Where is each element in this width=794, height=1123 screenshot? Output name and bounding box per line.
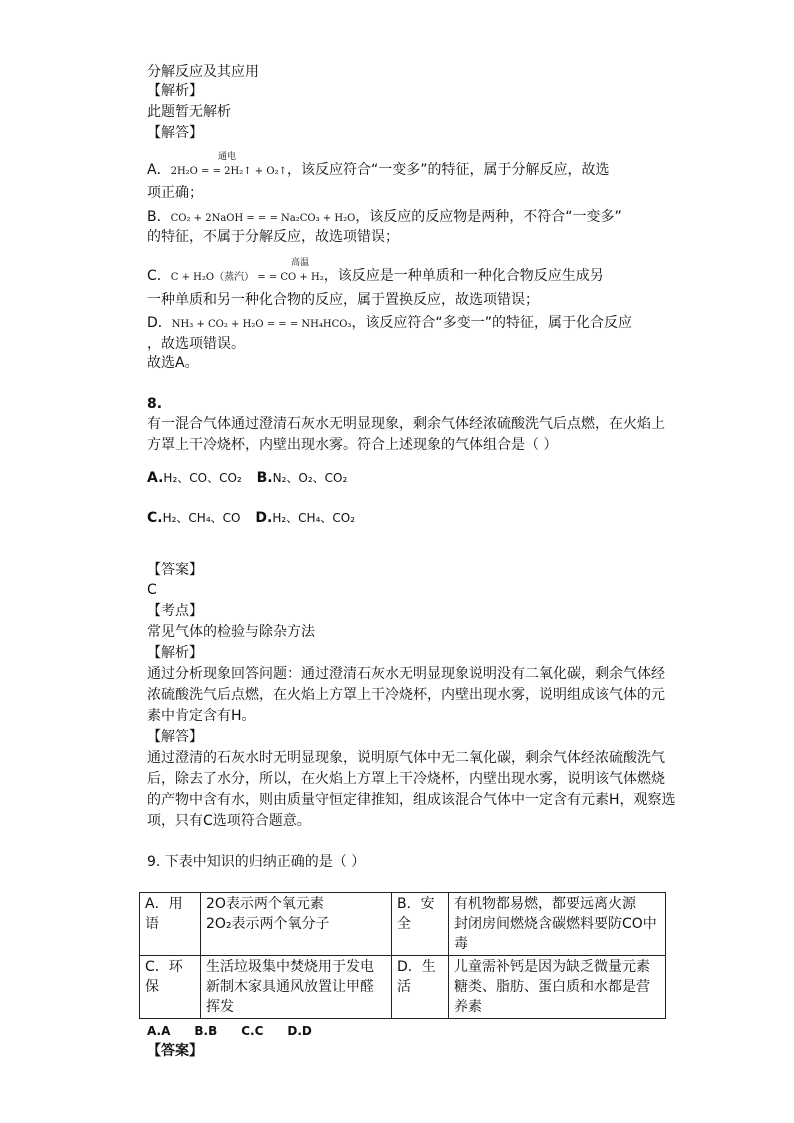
q8-number: 8. <box>147 396 163 412</box>
q8-analysis-line: 素中肯定含有H。 <box>147 708 256 724</box>
q9-stem: 9. 下表中知识的归纳正确的是（ ） <box>147 854 366 870</box>
table-row <box>140 893 666 956</box>
q8-solution-line: 后，除去了水分，所以，在火焰上方罩上干冷烧杯，内壁出现水雾，说明该气体燃烧 <box>147 771 665 787</box>
q7-option-d: D．NH₃ + CO₂ + H₂O = = = NH₄HCO₃，该反应符合“多变一”的特征，属于化合反应 <box>147 315 632 331</box>
q8-answer: C <box>147 582 157 598</box>
q8-solution-label: 【解答】 <box>147 729 203 745</box>
q8-solution-line: 通过澄清的石灰水时无明显现象，说明原气体中无二氧化碳，剩余气体经浓硫酸洗气 <box>147 750 665 766</box>
q8-options-row1 <box>147 468 347 488</box>
q8-analysis-label: 【解析】 <box>147 645 203 661</box>
q8-answer-label: 【答案】 <box>147 562 203 578</box>
q7-option-c: C．C + H₂O（蒸汽） = = CO + H₂，该反应是一种单质和一种化合物反应生成另 <box>147 268 604 284</box>
q8-solution-line: 的产物中含有水，则由质量守恒定律推知，组成该混合气体中一定含有元素H，观察选 <box>147 792 676 808</box>
q8-options-row2 <box>147 508 355 528</box>
q8-analysis-line: 浓硫酸洗气后点燃，在火焰上方罩上干冷烧杯，内壁出现水雾，说明组成该气体的元 <box>147 687 665 703</box>
q8-option-c[interactable]: C.H₂、CH₄、CO <box>147 510 241 526</box>
q8-option-b[interactable]: B.N₂、O₂、CO₂ <box>256 470 348 486</box>
q7-b-equation: CO₂ + 2NaOH = = = Na₂CO₃ + H₂O <box>170 213 356 224</box>
q9-cell-b-content: 有机物都易燃，都要远离火源 封闭房间燃烧含碳燃料要防CO中毒 <box>449 893 666 956</box>
table-row <box>140 956 666 1019</box>
q7-answer-label: 【解答】 <box>147 125 203 141</box>
q9-cell-a-content: 2O表示两个氧元素 2O₂表示两个氧分子 <box>201 893 392 956</box>
q8-stem-line1: 有一混合气体通过澄清石灰水无明显现象，剩余气体经浓硫酸洗气后点燃，在火焰上 <box>147 416 665 432</box>
q8-solution-line: 项，只有C选项符合题意。 <box>147 813 311 829</box>
q8-analysis-line: 通过分析现象回答问题：通过澄清石灰水无明显现象说明没有二氧化碳，剩余气体经 <box>147 666 665 682</box>
q7-d-equation: NH₃ + CO₂ + H₂O = = = NH₄HCO₃ <box>171 319 352 330</box>
q7-analysis-text: 此题暂无解析 <box>147 104 231 120</box>
q7-topic: 分解反应及其应用 <box>147 64 259 80</box>
q9-cell-c-content: 生活垃圾集中焚烧用于发电 新制木家具通风放置让甲醛挥发 <box>201 956 392 1019</box>
q9-option-b[interactable]: B.B <box>194 1024 218 1038</box>
q9-knowledge-table <box>139 892 666 1019</box>
q9-option-d[interactable]: D.D <box>287 1024 312 1038</box>
q7-conclusion: 故选A。 <box>147 355 199 371</box>
q7-option-a-line2: 项正确； <box>147 185 203 201</box>
q9-cell-c-label: C．环保 <box>140 956 201 1019</box>
q8-kaodian: 常见气体的检验与除杂方法 <box>147 624 315 640</box>
q9-cell-d-content: 儿童需补钙是因为缺乏微量元素 糖类、脂肪、蛋白质和水都是营养素 <box>449 956 666 1019</box>
q9-options <box>147 1021 312 1041</box>
q7-option-a: A．2H₂O = = 2H₂↑ + O₂↑，该反应符合“一变多”的特征，属于分解反应，故选 <box>147 162 610 178</box>
q8-stem-line2: 方罩上干冷烧杯，内壁出现水雾。符合上述现象的气体组合是（ ） <box>147 437 558 453</box>
q9-option-a[interactable]: A.A <box>147 1024 171 1038</box>
q7-option-c-line2: 一种单质和另一种化合物的反应，属于置换反应，故选项错误； <box>147 292 539 308</box>
q7-a-condition: 通电 <box>218 152 237 162</box>
q7-option-d-line2: ，故选项错误。 <box>147 336 245 352</box>
q7-a-equation: 2H₂O = = 2H₂↑ + O₂↑ <box>170 166 287 177</box>
q7-c-condition: 高温 <box>291 258 310 268</box>
q7-option-b-line2: 的特征，不属于分解反应，故选项错误； <box>147 229 399 245</box>
q9-option-c[interactable]: C.C <box>241 1024 264 1038</box>
q7-c-equation: C + H₂O（蒸汽） = = CO + H₂ <box>170 272 324 283</box>
q9-cell-a-label: A．用语 <box>140 893 201 956</box>
q8-option-a[interactable]: A.H₂、CO、CO₂ <box>147 470 242 486</box>
q9-cell-d-label: D．生活 <box>392 956 449 1019</box>
q9-answer-label: 【答案】 <box>147 1043 203 1059</box>
q9-cell-b-label: B．安全 <box>392 893 449 956</box>
q8-kaodian-label: 【考点】 <box>147 603 203 619</box>
q7-option-b: B．CO₂ + 2NaOH = = = Na₂CO₃ + H₂O，该反应的反应物是两种，不符合“一变多” <box>147 209 622 225</box>
q7-analysis-label: 【解析】 <box>147 83 203 99</box>
q8-option-d[interactable]: D.H₂、CH₄、CO₂ <box>255 510 356 526</box>
